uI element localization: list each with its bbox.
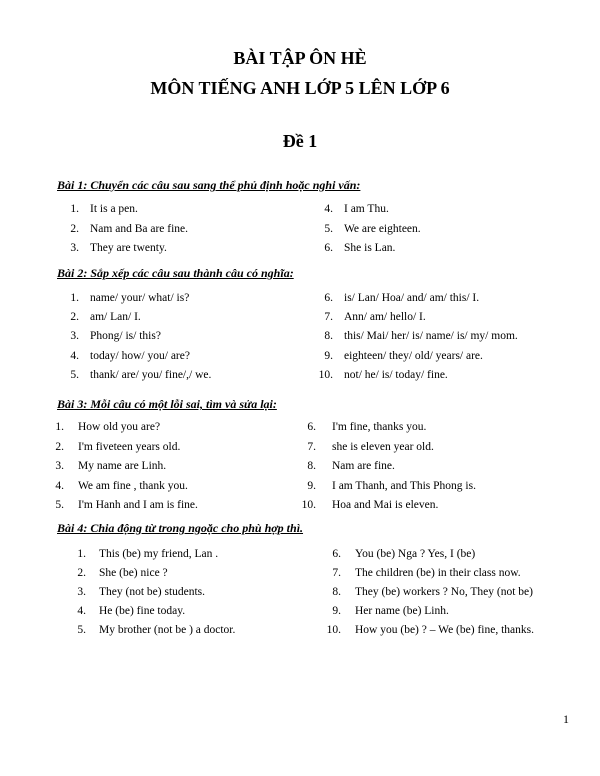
exercise-item: My brother (not be ) a doctor. xyxy=(99,624,236,636)
item-number: 1. xyxy=(70,203,79,215)
item-number: 4. xyxy=(55,479,64,492)
exercise-item: she is eleven year old. xyxy=(332,440,434,453)
item-number: 2. xyxy=(70,222,79,235)
exercise-item: eighteen/ they/ old/ years/ are. xyxy=(344,349,483,362)
exercise-item: Phong/ is/ this? xyxy=(90,330,161,343)
item-number: 5. xyxy=(77,624,86,636)
exercise-item: today/ how/ you/ are? xyxy=(90,349,190,362)
item-number: 5. xyxy=(55,499,64,511)
exercise-item: I am Thanh, and This Phong is. xyxy=(332,479,476,492)
exercise-item: He (be) fine today. xyxy=(99,605,186,617)
exercise-item: They (be) workers ? No, They (not be) xyxy=(355,586,533,598)
item-number: 10. xyxy=(301,499,316,511)
item-number: 3. xyxy=(55,460,64,472)
item-number: 1. xyxy=(70,292,79,304)
exercise-heading: Bài 4: Chia động từ trong ngoặc cho phù hợp thì. xyxy=(57,521,304,535)
item-number: 10. xyxy=(318,368,333,381)
exercise-item: We am fine , thank you. xyxy=(78,479,188,492)
exercise-item: this/ Mai/ her/ is/ name/ is/ my/ mom. xyxy=(344,330,518,343)
item-number: 2. xyxy=(77,567,86,579)
exercise-item: thank/ are/ you/ fine/,/ we. xyxy=(90,368,212,381)
item-number: 9. xyxy=(324,349,333,362)
exercise-item: Her name (be) Linh. xyxy=(355,605,449,617)
exercise-item: am/ Lan/ I. xyxy=(90,311,141,324)
exercise-heading: Bài 1: Chuyển các câu sau sang thể phủ định hoặc nghi vấn: xyxy=(57,178,361,192)
exercise-item: name/ your/ what/ is? xyxy=(90,292,190,304)
exercise-item: I'm Hanh and I am is fine. xyxy=(78,499,198,511)
item-number: 2. xyxy=(55,440,64,453)
item-number: 2. xyxy=(70,311,79,324)
item-number: 1. xyxy=(55,421,64,433)
exercise-item: I'm fiveteen years old. xyxy=(78,440,181,453)
item-number: 8. xyxy=(324,330,333,343)
exercise-item: Nam are fine. xyxy=(332,460,395,472)
exercise-item: Ann/ am/ hello/ I. xyxy=(344,311,426,324)
item-number: 4. xyxy=(324,203,333,215)
exercise-item: They (not be) students. xyxy=(99,586,206,598)
worksheet-title: BÀI TẬP ÔN HÈ xyxy=(233,48,367,68)
exercise-item: We are eighteen. xyxy=(344,222,421,235)
exercise-item: I'm fine, thanks you. xyxy=(332,421,427,433)
exercise-item: The children (be) in their class now. xyxy=(355,567,521,579)
item-number: 4. xyxy=(70,349,79,362)
exercise-item: My name are Linh. xyxy=(78,460,167,472)
item-number: 8. xyxy=(332,586,341,598)
exercise-item: I am Thu. xyxy=(344,203,389,215)
item-number: 7. xyxy=(307,440,316,453)
exercise-heading: Bài 3: Mỗi câu có một lỗi sai, tìm và sửa lại: xyxy=(57,397,277,411)
exercise-item: She is Lan. xyxy=(344,242,396,254)
exercise-item: Hoa and Mai is eleven. xyxy=(332,499,439,511)
item-number: 9. xyxy=(307,479,316,492)
exercise-item: This (be) my friend, Lan . xyxy=(99,548,219,560)
item-number: 10. xyxy=(326,624,341,636)
item-number: 3. xyxy=(70,242,79,254)
exercise-item: How old you are? xyxy=(78,421,161,433)
item-number: 6. xyxy=(324,292,333,304)
item-number: 9. xyxy=(332,605,341,617)
exercise-item: not/ he/ is/ today/ fine. xyxy=(344,368,448,381)
exercise-item: She (be) nice ? xyxy=(99,567,168,579)
exercise-item: You (be) Nga ? Yes, I (be) xyxy=(355,548,476,560)
item-number: 7. xyxy=(324,311,333,324)
item-number: 7. xyxy=(332,567,341,579)
exercise-item: They are twenty. xyxy=(90,242,167,254)
item-number: 6. xyxy=(324,242,333,254)
page-number: 1 xyxy=(563,712,569,726)
item-number: 1. xyxy=(77,548,86,560)
item-number: 4. xyxy=(77,605,86,617)
exercise-item: is/ Lan/ Hoa/ and/ am/ this/ I. xyxy=(344,292,480,304)
worksheet-subject: MÔN TIẾNG ANH LỚP 5 LÊN LỚP 6 xyxy=(150,78,450,98)
item-number: 5. xyxy=(324,222,333,235)
exercise-item: How you (be) ? – We (be) fine, thanks. xyxy=(355,624,534,636)
test-number: Đề 1 xyxy=(282,131,318,151)
item-number: 3. xyxy=(77,586,86,598)
item-number: 6. xyxy=(307,421,316,433)
item-number: 3. xyxy=(70,330,79,343)
item-number: 8. xyxy=(307,460,316,472)
exercise-item: Nam and Ba are fine. xyxy=(90,222,189,235)
item-number: 6. xyxy=(332,548,341,560)
exercise-heading: Bài 2: Sắp xếp các câu sau thành câu có nghĩa: xyxy=(57,266,294,280)
exercise-item: It is a pen. xyxy=(90,203,138,215)
item-number: 5. xyxy=(70,368,79,381)
